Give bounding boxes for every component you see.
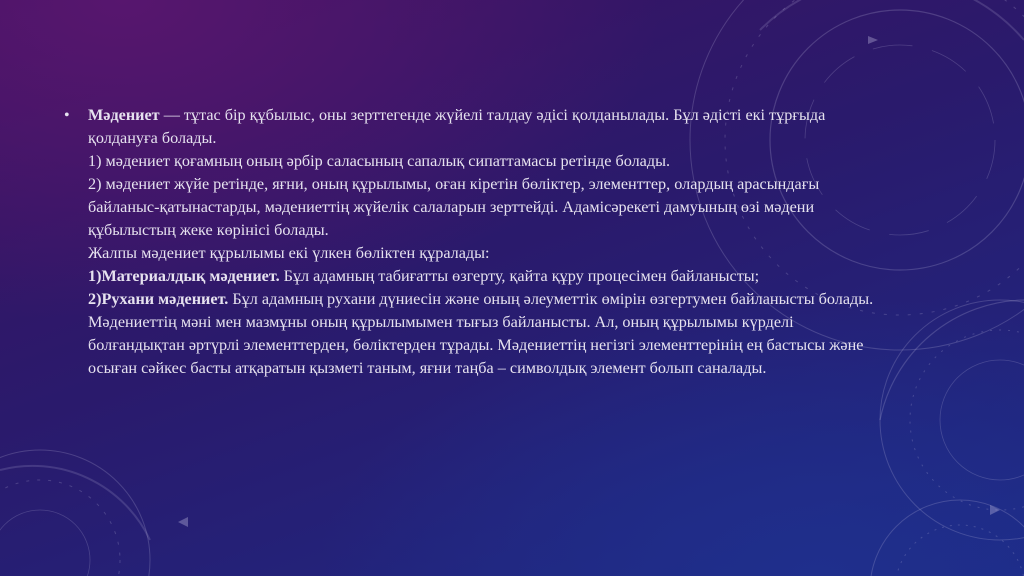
paragraph-spiritual-culture	[88, 288, 884, 311]
paragraph-conclusion: Мәдениеттің мәні мен мазмұны оның құрылымымен тығыз байланысты. Ал, оның құрылымы күрделі болғандықтан әртүрлі элементтерден, бөліктерден тұрады. Мәдениеттің негізгі элементтерінің ең бастысы және осыған сәйкес басты атқаратын қызметі таным, яғни таңба – символдық элемент болып саналады.	[88, 313, 864, 377]
term-spiritual-culture: 2)Рухани мәдениет.	[88, 290, 229, 308]
paragraph-material-culture	[88, 265, 884, 288]
paragraph-structure-intro: Жалпы мәдениет құрылымы екі үлкен бөліктен құралады:	[88, 244, 490, 262]
content-area	[64, 104, 884, 380]
definition-text: — тұтас бір құбылыс, оны зерттегенде жүйелі талдау әдісі қолданылады. Бұл әдісті екі тұрғыда қолдануға болады.	[88, 106, 826, 147]
bullet-dot: •	[64, 107, 70, 124]
bullet-text	[88, 104, 884, 380]
paragraph-approach-1: 1) мәдениет қоғамның оның әрбір саласының сапалық сипаттамасы ретінде болады.	[88, 152, 671, 170]
term-madeniet: Мәдениет	[88, 106, 160, 124]
paragraph-definition	[88, 104, 884, 150]
material-culture-text: Бұл адамның табиғатты өзгерту, қайта құру процесімен байланысты;	[279, 267, 760, 285]
deco-arrow-right	[990, 505, 1000, 515]
deco-ring-right	[880, 300, 1024, 540]
deco-arrow-left	[178, 517, 188, 527]
term-material-culture: 1)Материалдық мәдениет.	[88, 267, 280, 285]
bullet-item	[64, 104, 884, 380]
spiritual-culture-text: Бұл адамның рухани дүниесін және оның әлеуметтік өмірін өзгертумен байланысты болады.	[228, 290, 874, 308]
paragraph-approach-2: 2) мәдениет жүйе ретінде, яғни, оның құрылымы, оған кіретін бөліктер, элементтер, олардың арасындағы байланыс-қатынастарды, мәдениеттің жүйелік салаларын зерттейді. Адамісәрекеті дамуының өзі мәдени құбылыстың жеке көрінісі болады.	[88, 175, 820, 239]
